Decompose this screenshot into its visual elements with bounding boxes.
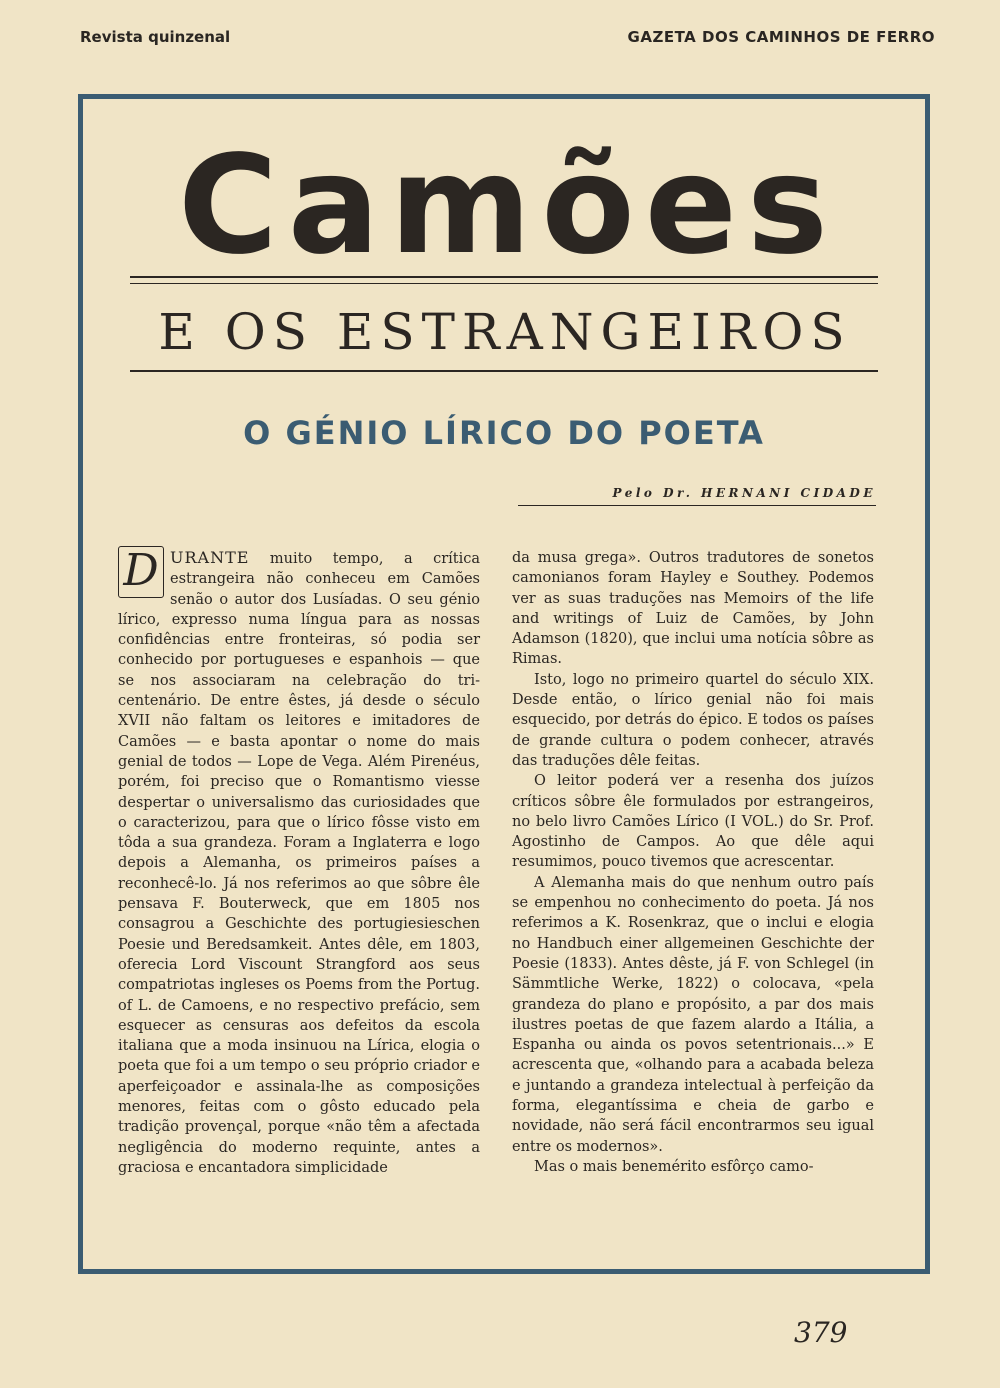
left-paragraph-1 [118,545,480,1178]
article-title: Camões [178,127,838,285]
title-rule-top [130,276,878,278]
left-paragraph-text: muito tempo, a crítica estrangeira não conheceu em Camões senão o autor dos Lusíadas. O seu génio lírico, expresso numa língua para as nossas confidências entre fronteiras, só podia ser conhecido por portugueses e espanhois — que se nos associaram na celebração do tri-centenário. De entre êstes, já desde o século XVII não faltam os leitores e imitadores de Camões — e basta apontar o nome do mais genial de todos — Lope de Vega. Além Pirenéus, porém, foi preciso que o Romantismo viesse despertar o universalismo das curiosidades que o caracterizou, para que o lírico fôsse visto em tôda a sua grandeza. Foram a Inglaterra e logo depois a Alemanha, os primeiros países a reconhecê-lo. Já nos referimos ao que sôbre êle pensava F. Bouterweck, que em 1805 nos consagrou a Geschichte des portugiesieschen Poesie und Beredsamkeit. Antes dêle, em 1803, oferecia Lord Viscount Strangford aos seus compatriotas ingleses os Poems from the Portug. of L. de Camoens, e no respectivo prefácio, sem esquecer as censuras aos defeitos da escola italiana que a moda insinuou na Lírica, elogia o poeta que foi a um tempo o seu próprio criador e aperfeiçoador e assinala-lhe as composições menores, feitas com o gôsto educado pela tradição provençal, porque «não têm a afectada negligência do moderno requinte, antes a graciosa e encantadora simplicidade [118,551,480,1176]
article-kicker: O GÉNIO LÍRICO DO POETA [243,414,765,452]
magazine-title: GAZETA DOS CAMINHOS DE FERRO [627,28,935,46]
right-paragraph-2: Isto, logo no primeiro quartel do século XIX. Desde então, o lírico genial não foi mais esquecido, por detrás do épico. E todos os países de grande cultura o podem conhecer, através das traduções dêle feitas. [512,671,874,769]
drop-cap: D [118,546,164,598]
title-rule-bottom [130,283,878,284]
magazine-frequency: Revista quinzenal [80,28,231,46]
lead-word: URANTE [170,548,250,567]
right-paragraph-1: da musa grega». Outros tradutores de sonetos camonianos foram Hayley e Southey. Podemos ver as suas traduções nas Memoirs of the life and writings of Luiz de Camões, by John Adamson (1820), que inclui uma notícia sôbre as Rimas. [512,550,874,668]
right-paragraph-4: A Alemanha mais do que nenhum outro país se empenhou no conhecimento do poeta. Já nos referimos a K. Rosenkraz, que o inclui e elogia no Handbuch einer allgemeinen Geschichte der Poesie (1833). Antes dêste, já F. von Schlegel (in Sämmtliche Werke, 1822) o colocava, «pela grandeza do plano e propósito, a par dos mais ilustres poetas de que fazem alardo a Itália, a Espanha ou ainda os povos setentrionais...» E acrescenta que, «olhando para a acabada beleza e juntando a grandeza intelectual à perfeição da forma, elegantíssima e cheia de garbo e novidade, não será fácil encontrarmos seu igual entre os modernos». [512,874,874,1155]
subtitle-rule [130,370,878,372]
right-paragraph-5: Mas o mais benemérito esfôrço camo- [534,1158,814,1175]
page-number: 379 [794,1316,848,1349]
article-byline: Pelo Dr. HERNANI CIDADE [612,486,876,500]
running-head [80,28,935,50]
right-column [512,548,874,1177]
article-subtitle: E OS ESTRANGEIROS [158,303,852,361]
right-paragraph-3: O leitor poderá ver a resenha dos juízos críticos sôbre êle formulados por estrangeiros, no belo livro Camões Lírico (I VOL.) do Sr. Prof. Agostinho de Campos. Ao que dêle aqui resumimos, pouco tivemos que acrescentar. [512,773,874,871]
byline-rule [518,505,876,506]
left-column [118,545,480,1178]
